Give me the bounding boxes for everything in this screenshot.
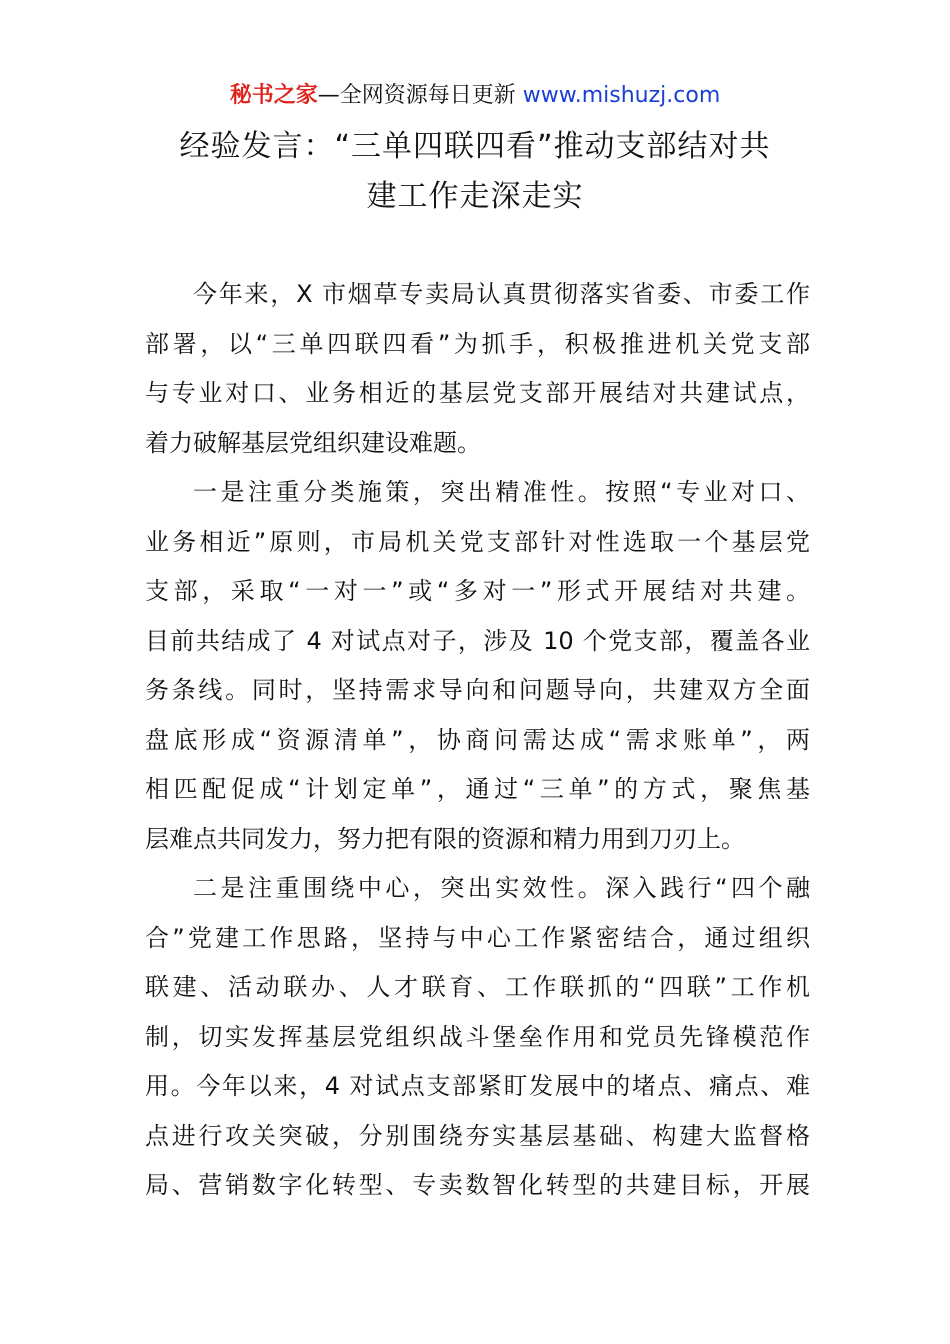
text-line: 二是注重围绕中心，突出实效性。深入践行“四个融 [193,874,810,902]
text-line: 着力破解基层党组织建设难题。 [145,428,481,457]
site-brand: 秘书之家 [229,83,318,108]
text-line: 一是注重分类施策，突出精准性。按照“专业对口、 [193,478,810,506]
text-line: 相匹配促成“计划定单”，通过“三单”的方式，聚焦基 [145,775,810,803]
text-line: 合”党建工作思路，坚持与中心工作紧密结合，通过组织 [145,923,810,952]
text-line: 务条线。同时，坚持需求导向和问题导向，共建双方全面 [145,676,810,704]
paragraph-intro [145,270,810,468]
title-line: 经验发言：“三单四联四看”推动支部结对共 [179,129,771,164]
text-line: 局、营销数字化转型、专卖数智化转型的共建目标，开展 [145,1171,810,1199]
text-line: 部署，以“三单四联四看”为抓手，积极推进机关党支部 [145,329,810,358]
text-line: 用。今年以来，4 对试点支部紧盯发展中的堵点、痛点、难 [145,1072,810,1100]
text-line: 与专业对口、业务相近的基层党支部开展结对共建试点， [145,379,810,407]
site-header [0,80,950,112]
title-line: 建工作走深走实 [366,179,584,214]
site-url-link[interactable]: www.mishuzj.com [522,83,721,108]
text-line: 点进行攻关突破，分别围绕夯实基层基础、构建大监督格 [145,1121,810,1150]
paragraph-point-one [145,468,810,864]
text-line: 目前共结成了 4 对试点对子，涉及 10 个党支部，覆盖各业 [145,626,810,655]
paragraph-point-two [145,864,810,1211]
text-line: 联建、活动联办、人才联育、工作联抓的“四联”工作机 [145,973,810,1001]
text-line: 支部，采取“一对一”或“多对一”形式开展结对共建。 [145,577,810,605]
document-title [80,122,870,222]
text-line: 今年来，X 市烟草专卖局认真贯彻落实省委、市委工作 [193,280,810,308]
site-tagline: —全网资源每日更新 [317,83,523,108]
document-body [145,270,810,1211]
text-line: 盘底形成“资源清单”，协商问需达成“需求账单”，两 [145,725,810,754]
text-line: 业务相近”原则，市局机关党支部针对性选取一个基层党 [145,527,810,556]
text-line: 层难点共同发力，努力把有限的资源和精力用到刀刃上。 [145,824,745,853]
text-line: 制，切实发挥基层党组织战斗堡垒作用和党员先锋模范作 [145,1022,810,1051]
